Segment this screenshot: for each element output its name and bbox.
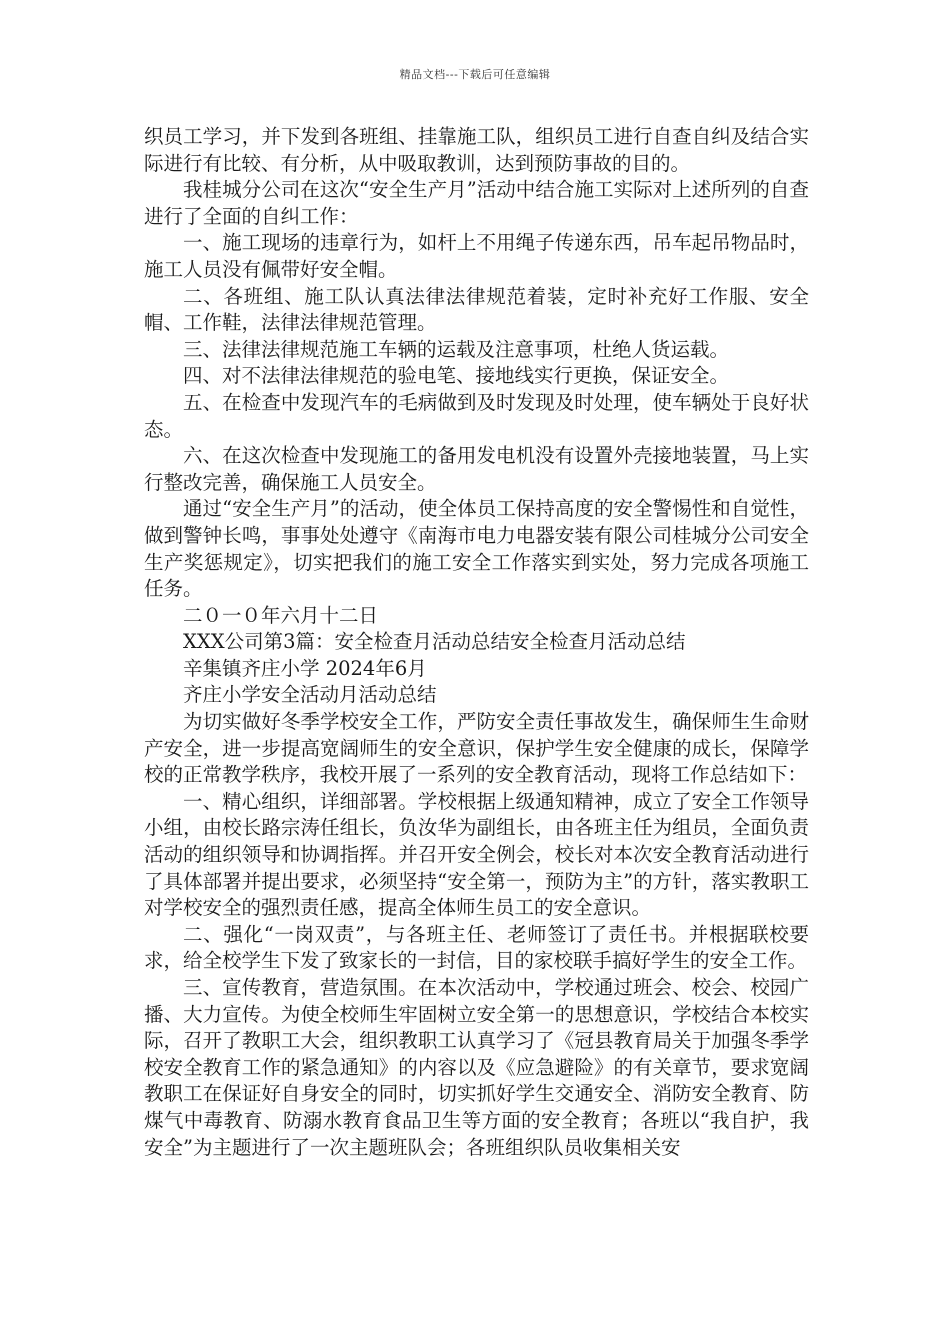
- document-body: [144, 124, 809, 1161]
- paragraph: 六、在这次检查中发现施工的备用发电机没有设置外壳接地装置，马上实行整改完善，确保施工人员安全。: [144, 444, 809, 494]
- paragraph: 织员工学习，并下发到各班组、挂靠施工队，组织员工进行自查自纠及结合实际进行有比较、有分析，从中吸取教训，达到预防事故的目的。: [144, 125, 809, 175]
- paragraph: 四、对不法律法律规范的验电笔、接地线实行更换，保证安全。: [183, 364, 730, 388]
- paragraph: 通过“安全生产月”的活动，使全体员工保持高度的安全警惕性和自觉性，做到警钟长鸣，事事处处遵守《南海市电力电器安装有限公司桂城分公司安全生产奖惩规定》，切实把我们的施工安全工作落实到实处，努力完成各项施工任务。: [144, 497, 809, 601]
- paragraph: 一、精心组织，详细部署。学校根据上级通知精神，成立了安全工作领导小组，由校长路宗涛任组长，负汝华为副组长，由各班主任为组员，全面负责活动的组织领导和协调指挥。并召开安全例会，校长对本次安全教育活动进行了具体部署并提出要求，必须坚持“安全第一，预防为主”的方针，落实教职工对学校安全的强烈责任感，提高全体师生员工的安全意识。: [144, 789, 809, 920]
- paragraph: 我桂城分公司在这次“安全生产月”活动中结合施工实际对上述所列的自查进行了全面的自纠工作：: [144, 178, 809, 228]
- page-header: 精品文档---下载后可任意编辑: [399, 68, 551, 81]
- date-line: 二０一０年六月十二日: [183, 603, 379, 627]
- paragraph: 三、宣传教育，营造氛围。在本次活动中，学校通过班会、校会、校园广播、大力宣传。为使全校师生牢固树立安全第一的思想意识，学校结合本校实际，召开了教职工大会，组织教职工认真学习了《冠县教育局关于加强冬季学校安全教育工作的紧急通知》的内容以及《应急避险》的有关章节，要求宽阔教职工在保证好自身安全的同时，切实抓好学生交通安全、消防安全教育、防煤气中毒教育、防溺水教育食品卫生等方面的安全教育；各班以“我自护，我安全”为主题进行了一次主题班队会；各班组织队员收集相关安: [144, 976, 809, 1159]
- summary-title: 齐庄小学安全活动月活动总结: [183, 683, 437, 707]
- paragraph: 五、在检查中发现汽车的毛病做到及时发现及时处理，使车辆处于良好状态。: [144, 390, 809, 441]
- paragraph: 二、强化“一岗双责”，与各班主任、老师签订了责任书。并根据联校要求，给全校学生下发了致家长的一封信，目的家校联手搞好学生的安全工作。: [144, 922, 809, 973]
- paragraph: 二、各班组、施工队认真法律法律规范着装，定时补充好工作服、安全帽、工作鞋，法律法律规范管理。: [144, 284, 809, 335]
- paragraph: 为切实做好冬季学校安全工作，严防安全责任事故发生，确保师生生命财产安全，进一步提高宽阔师生的安全意识，保护学生安全健康的成长，保障学校的正常教学秩序，我校开展了一系列的安全教育活动，现将工作总结如下：: [144, 710, 809, 787]
- paragraph: 一、施工现场的违章行为，如杆上不用绳子传递东西，吊车起吊物品时，施工人员没有佩带好安全帽。: [144, 231, 809, 281]
- paragraph: 三、法律法律规范施工车辆的运载及注意事项，杜绝人货运载。: [183, 337, 730, 361]
- section-title: XXX公司第3篇：安全检查月活动总结安全检查月活动总结: [183, 630, 686, 654]
- school-date-line: 辛集镇齐庄小学 2024年6月: [183, 656, 427, 680]
